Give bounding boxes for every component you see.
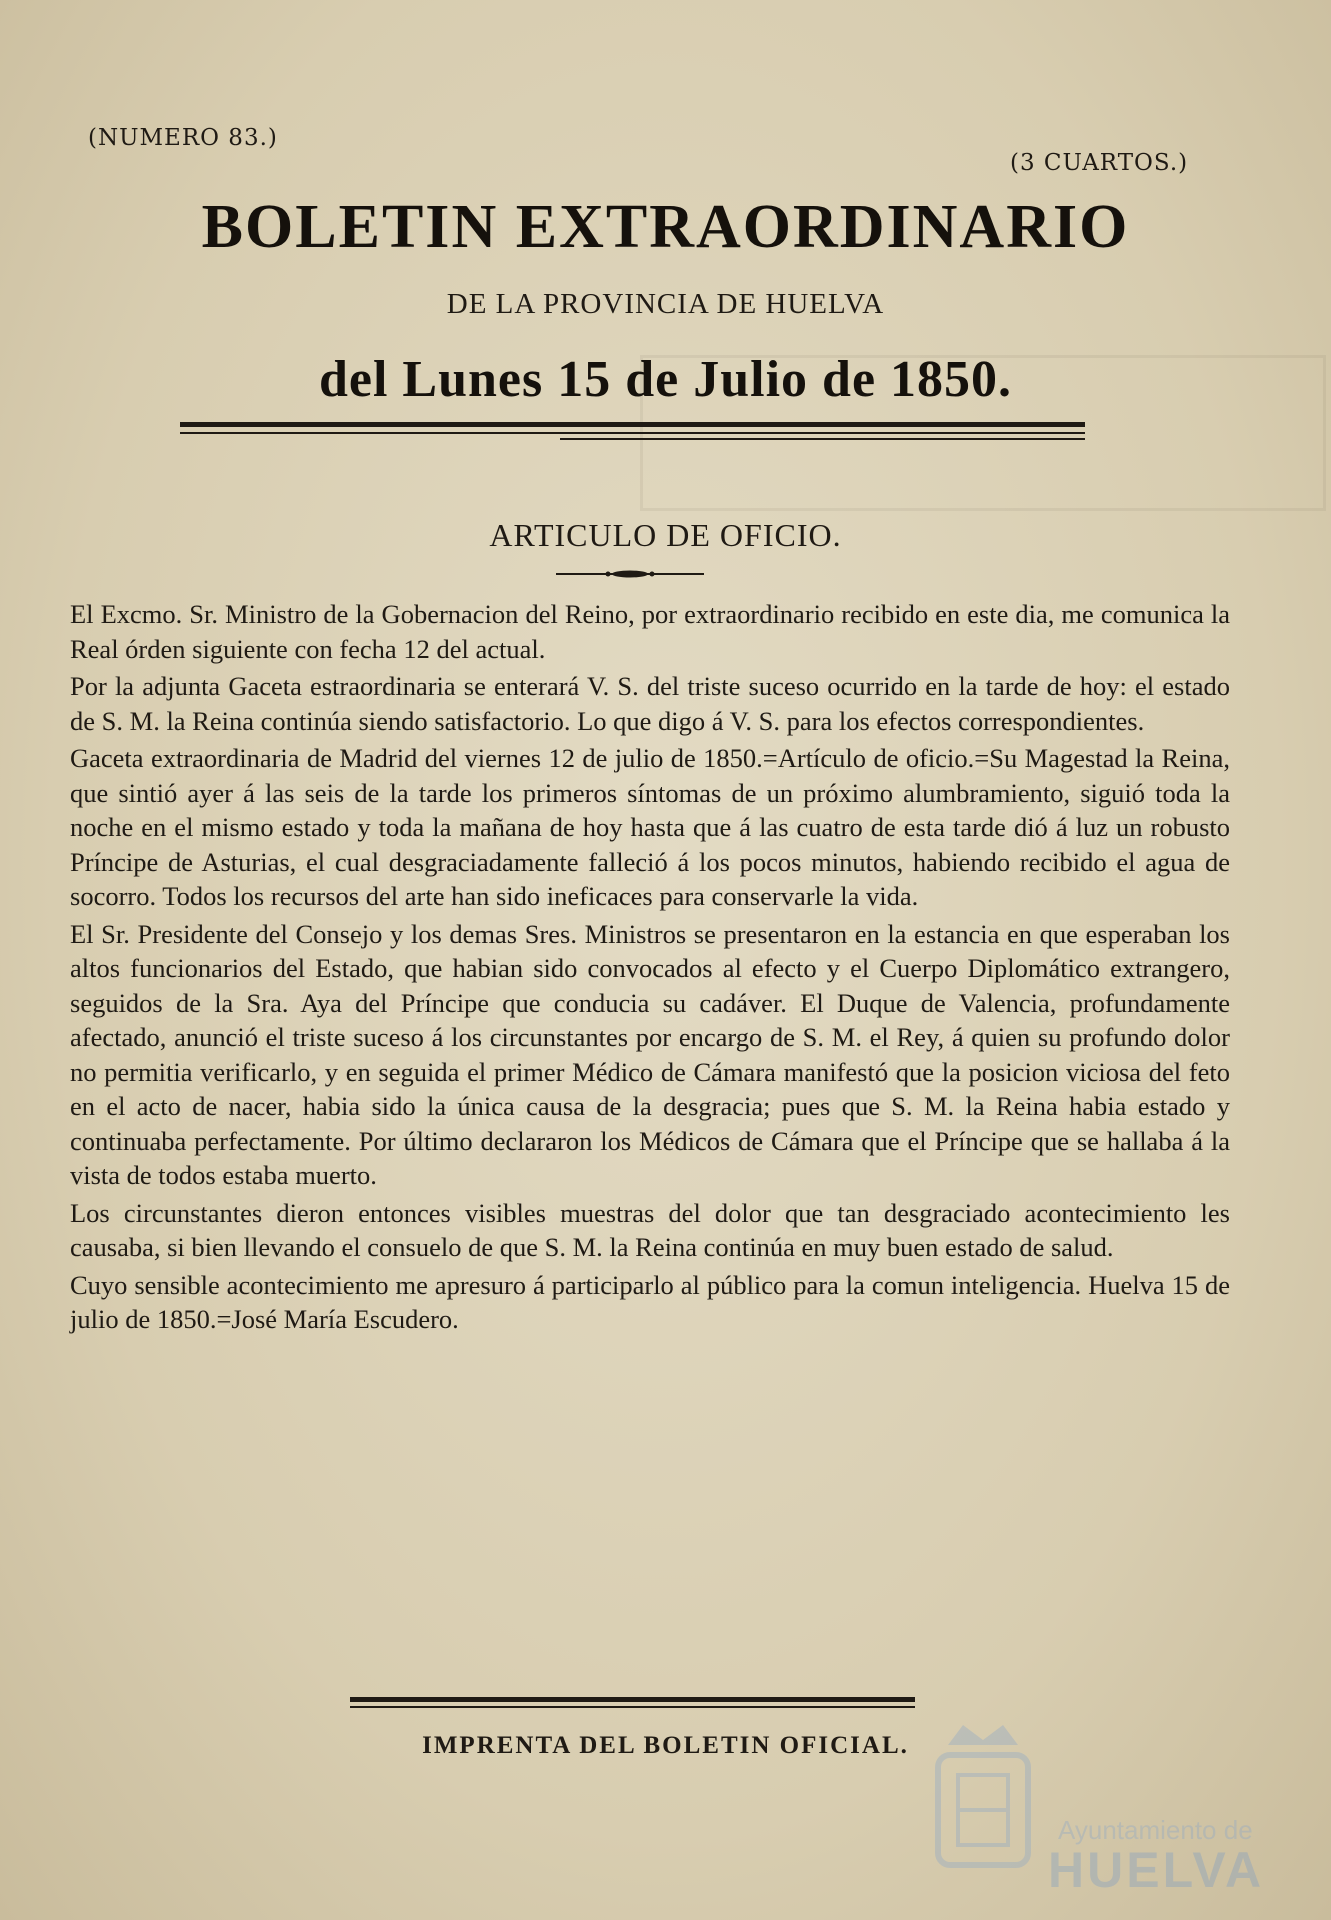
issue-price: (3 CUARTOS.): [1010, 150, 1189, 176]
footer-rule-thin: [350, 1706, 915, 1708]
printer-imprint: IMPRENTA DEL BOLETIN OFICIAL.: [422, 1732, 909, 1759]
bulletin-subtitle: DE LA PROVINCIA DE HUELVA: [446, 288, 885, 320]
issue-number: (NUMERO 83.): [88, 125, 278, 151]
article-paragraph: El Sr. Presidente del Consejo y los demas Sres. Ministros se presentaron en la estancia en que esperaban los altos funcionarios del Estado, que habian sido convocados al efecto y el Cuerpo Diplomático extrangero, seguidos de la Sra. Aya del Príncipe que conducia su cadáver. El Duque de Valencia, profundamente afectado, anunció el triste suceso á los circunstantes por encargo de S. M. el Rey, á quien su profundo dolor no permitia verificarlo, y en seguida el primer Médico de Cámara manifestó que la posicion viciosa del feto en el acto de nacer, habia sido la única causa de la desgracia; pues que S. M. la Reina habia estado y continuaba perfectamente. Por último declararon los Médicos de Cámara que el Príncipe que se hallaba á la vista de todos estaba muerto.: [70, 918, 1230, 1190]
bulletin-date: del Lunes 15 de Julio de 1850.: [318, 351, 1013, 408]
bulletin-title: BOLETIN EXTRAORDINARIO: [201, 193, 1130, 261]
watermark-line1: Ayuntamiento de: [1058, 1815, 1253, 1845]
crest-icon: [918, 1715, 1048, 1895]
header-rule-thin: [180, 432, 1085, 434]
footer-rule-thick: [350, 1697, 915, 1702]
watermark-line2: HUELVA: [1048, 1842, 1265, 1898]
article-paragraph: Cuyo sensible acontecimiento me apresuro á participarlo al público para la comun inteligencia. Huelva 15 de julio de 1850.=José María Escudero.: [70, 1269, 1230, 1334]
ornament-divider: [556, 570, 704, 578]
article-paragraph: Por la adjunta Gaceta estraordinaria se enterará V. S. del triste suceso ocurrido en la tarde de hoy: el estado de S. M. la Reina continúa siendo satisfactorio. Lo que digo á V. S. para los efectos correspondientes.: [70, 671, 1230, 736]
article-paragraph: El Excmo. Sr. Ministro de la Gobernacion del Reino, por extraordinario recibido en este dia, me comunica la Real órden siguiente con fecha 12 del actual.: [70, 599, 1230, 664]
article-body: [70, 597, 1230, 1340]
article-paragraph: Los circunstantes dieron entonces visibles muestras del dolor que tan desgraciado acontecimiento les causaba, si bien llevando el consuelo de que S. M. la Reina continúa en muy buen estado de salud.: [70, 1197, 1230, 1262]
header-rule-thick: [180, 422, 1085, 427]
watermark-logo: [918, 1715, 1318, 1905]
header-rule-thin-2: [560, 438, 1085, 440]
article-paragraph: Gaceta extraordinaria de Madrid del viernes 12 de julio de 1850.=Artículo de oficio.=Su Magestad la Reina, que sintió ayer á las seis de la tarde los primeros síntomas de un próximo alumbramiento, siguió toda la noche en el mismo estado y toda la mañana de hoy hasta que á las cuatro de esta tarde dió á luz un robusto Príncipe de Asturias, el cual desgraciadamente falleció á los pocos minutos, habiendo recibido el agua de socorro. Todos los recursos del arte han sido ineficaces para conservarle la vida.: [70, 743, 1230, 911]
article-heading: ARTICULO DE OFICIO.: [489, 517, 842, 553]
